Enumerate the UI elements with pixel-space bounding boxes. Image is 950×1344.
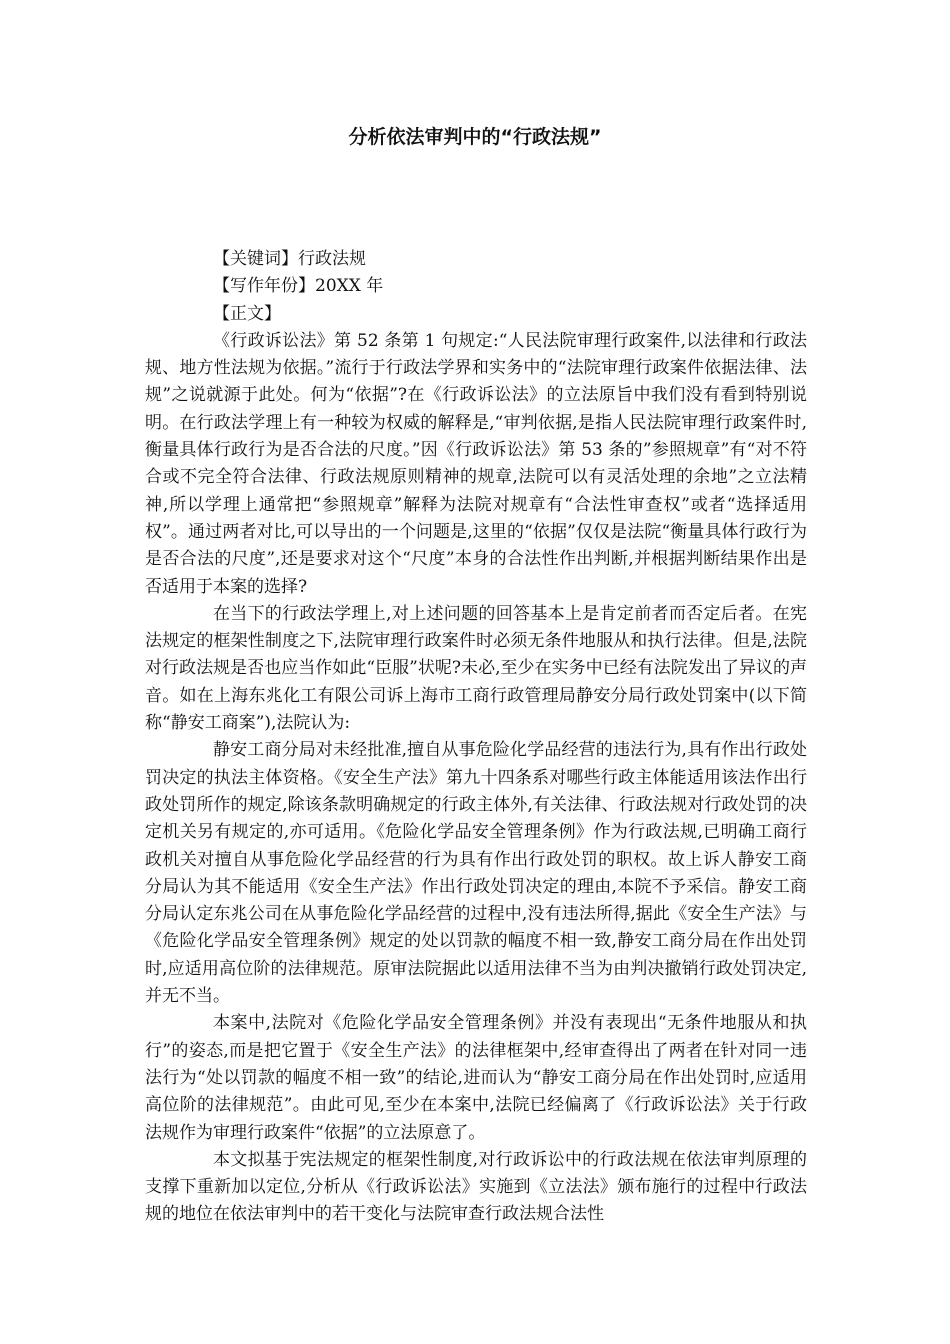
document-body bbox=[145, 246, 807, 1229]
paragraph-3-court-quote: 静安工商分局对未经批准,擅自从事危险化学品经营的违法行为,具有作出行政处罚决定的执法主体资格。《安全生产法》第九十四条系对哪些行政主体能适用该法作出行政处罚所作的规定,除该条款明确规定的行政主体外,有关法律、行政法规对行政处罚的决定机关另有规定的,亦可适用。《危险化学品安全管理条例》作为行政法规,已明确工商行政机关对擅自从事危险化学品经营的行为具有作出行政处罚的职权。故上诉人静安工商分局认为其不能适用《安全生产法》作出行政处罚决定的理由,本院不予采信。静安工商分局认定东兆公司在从事危险化学品经营的过程中,没有违法所得,据此《安全生产法》与《危险化学品安全管理条例》规定的处以罚款的幅度不相一致,静安工商分局在作出处罚时,应适用高位阶的法律规范。原审法院据此以适用法律不当为由判决撤销行政处罚决定,并无不当。 bbox=[145, 740, 807, 1007]
document-title: 分析依法审判中的“行政法规” bbox=[348, 126, 602, 148]
body-heading: 【正文】 bbox=[213, 303, 281, 324]
paragraph-1: 《行政诉讼法》第 52 条第 1 句规定:“人民法院审理行政案件,以法律和行政法规、地方性法规为依据。”流行于行政法学界和实务中的“法院审理行政案件依据法律、法规”之说就源于此处。何为“依据”?在《行政诉讼法》的立法原旨中我们没有看到特别说明。在行政法学理上有一种较为权威的解释是,“审判依据,是指人民法院审理行政案件时,衡量具体行政行为是否合法的尺度。”因《行政诉讼法》第 53 条的”参照规章”有“对不符合或不完全符合法律、行政法规原则精神的规章,法院可以有灵活处理的余地”之立法精神,所以学理上通常把“参照规章”解释为法院对规章有“合法性审查权”或者“选择适用权”。通过两者对比,可以导出的一个问题是,这里的“依据”仅仅是法院“衡量具体行政行为是否合法的尺度”,还是要求对这个“尺度”本身的合法性作出判断,并根据判断结果作出是否适用于本案的选择? bbox=[145, 330, 807, 597]
paragraph-4: 本案中,法院对《危险化学品安全管理条例》并没有表现出“无条件地服从和执行”的姿态,而是把它置于《安全生产法》的法律框架中,经审查得出了两者在针对同一违法行为“处以罚款的幅度不相一致”的结论,进而认为“静安工商分局在作出处罚时,应适用高位阶的法律规范”。由此可见,至少在本案中,法院已经偏离了《行政诉讼法》关于行政法规作为审理行政案件“依据”的立法原意了。 bbox=[145, 1013, 807, 1143]
keywords-line: 【关键词】行政法规 bbox=[213, 249, 366, 269]
paragraph-5: 本文拟基于宪法规定的框架性制度,对行政诉讼中的行政法规在依法审判原理的支撑下重新加以定位,分析从《行政诉讼法》实施到《立法法》颁布施行的过程中行政法规的地位在依法审判中的若干变化与法院审查行政法规合法性 bbox=[145, 1149, 807, 1225]
year-line: 【写作年份】20XX 年 bbox=[213, 276, 384, 297]
paragraph-2: 在当下的行政法学理上,对上述问题的回答基本上是肯定前者而否定后者。在宪法规定的框架性制度之下,法院审理行政案件时必须无条件地服从和执行法律。但是,法院对行政法规是否也应当作如此“臣服”状呢?未必,至少在实务中已经有法院发出了异议的声音。如在上海东兆化工有限公司诉上海市工商行政管理局静安分局行政处罚案中(以下简称“静安工商案”),法院认为: bbox=[145, 603, 807, 734]
